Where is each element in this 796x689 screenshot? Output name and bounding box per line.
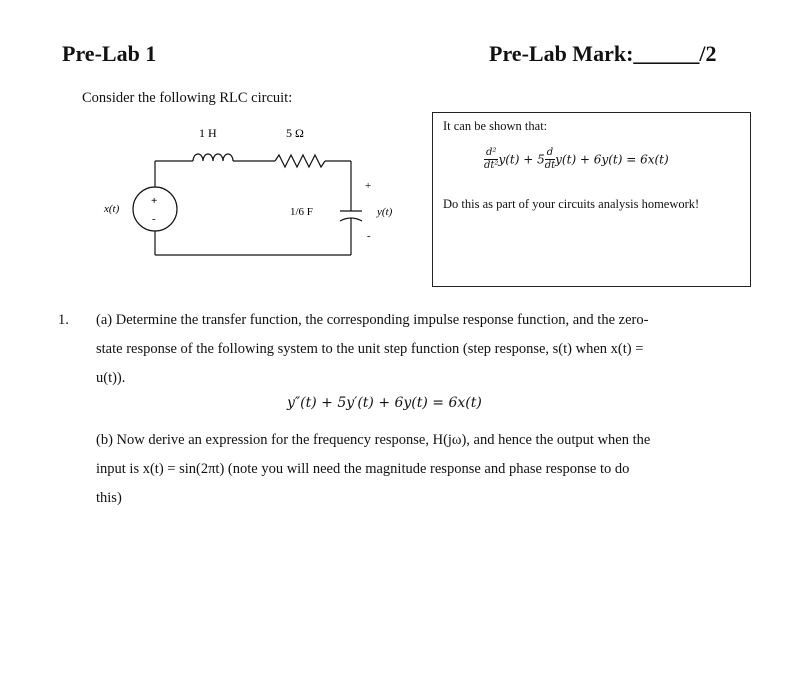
- note-footer: Do this as part of your circuits analysis homework!: [443, 197, 700, 211]
- part-b-line-1: (b) Now derive an expression for the frequency response, H(jω), and hence the output when the: [96, 432, 651, 448]
- part-a-line-1: (a) Determine the transfer function, the corresponding impulse response function, and the zero-: [96, 312, 649, 328]
- output-minus: -: [367, 230, 371, 242]
- prelab-mark: [489, 41, 717, 67]
- eq-d2-num: d²: [484, 147, 498, 160]
- rlc-circuit-diagram: [95, 115, 415, 265]
- eq-d-den: dt: [544, 160, 556, 171]
- part-b-line-3: this): [96, 490, 122, 506]
- note-equation: [484, 147, 669, 172]
- part-a-line-2: state response of the following system to the unit step function (step response, s(t) when x(t) =: [96, 341, 644, 357]
- question-number: 1.: [58, 312, 69, 328]
- source-minus: -: [152, 213, 156, 225]
- source-plus: +: [151, 195, 158, 207]
- eq-d-num: d: [545, 147, 555, 160]
- question-part-b: [96, 426, 736, 513]
- part-b-line-2: input is x(t) = sin(2πt) (note you will need the magnitude response and phase response to do: [96, 461, 630, 477]
- resistor-symbol: [275, 155, 325, 167]
- note-box: [432, 112, 751, 287]
- mark-blank: ______: [633, 41, 700, 66]
- inductor-symbol: [193, 154, 233, 161]
- mark-total: /2: [699, 41, 717, 66]
- capacitor-label: 1/6 F: [290, 206, 313, 218]
- note-intro: It can be shown that:: [443, 119, 548, 133]
- differential-equation: y″(t) + 5y′(t) + 6y(t) = 6x(t): [287, 395, 482, 411]
- part-a-line-3: u(t)).: [96, 370, 126, 386]
- eq-part1: y(t) + 5: [498, 152, 545, 167]
- question-part-a: [96, 306, 736, 393]
- resistor-label: 5 Ω: [286, 126, 304, 140]
- page-title: Pre-Lab 1: [62, 41, 157, 66]
- output-label: y(t): [377, 206, 393, 218]
- eq-d2-den: dt²: [484, 160, 499, 171]
- intro-text: Consider the following RLC circuit:: [82, 90, 293, 106]
- mark-label: Pre-Lab Mark:: [489, 41, 634, 66]
- eq-part2: y(t) + 6y(t) = 6x(t): [555, 152, 669, 167]
- inductor-label: 1 H: [199, 126, 217, 140]
- input-label: x(t): [104, 203, 120, 215]
- output-plus: +: [365, 180, 372, 192]
